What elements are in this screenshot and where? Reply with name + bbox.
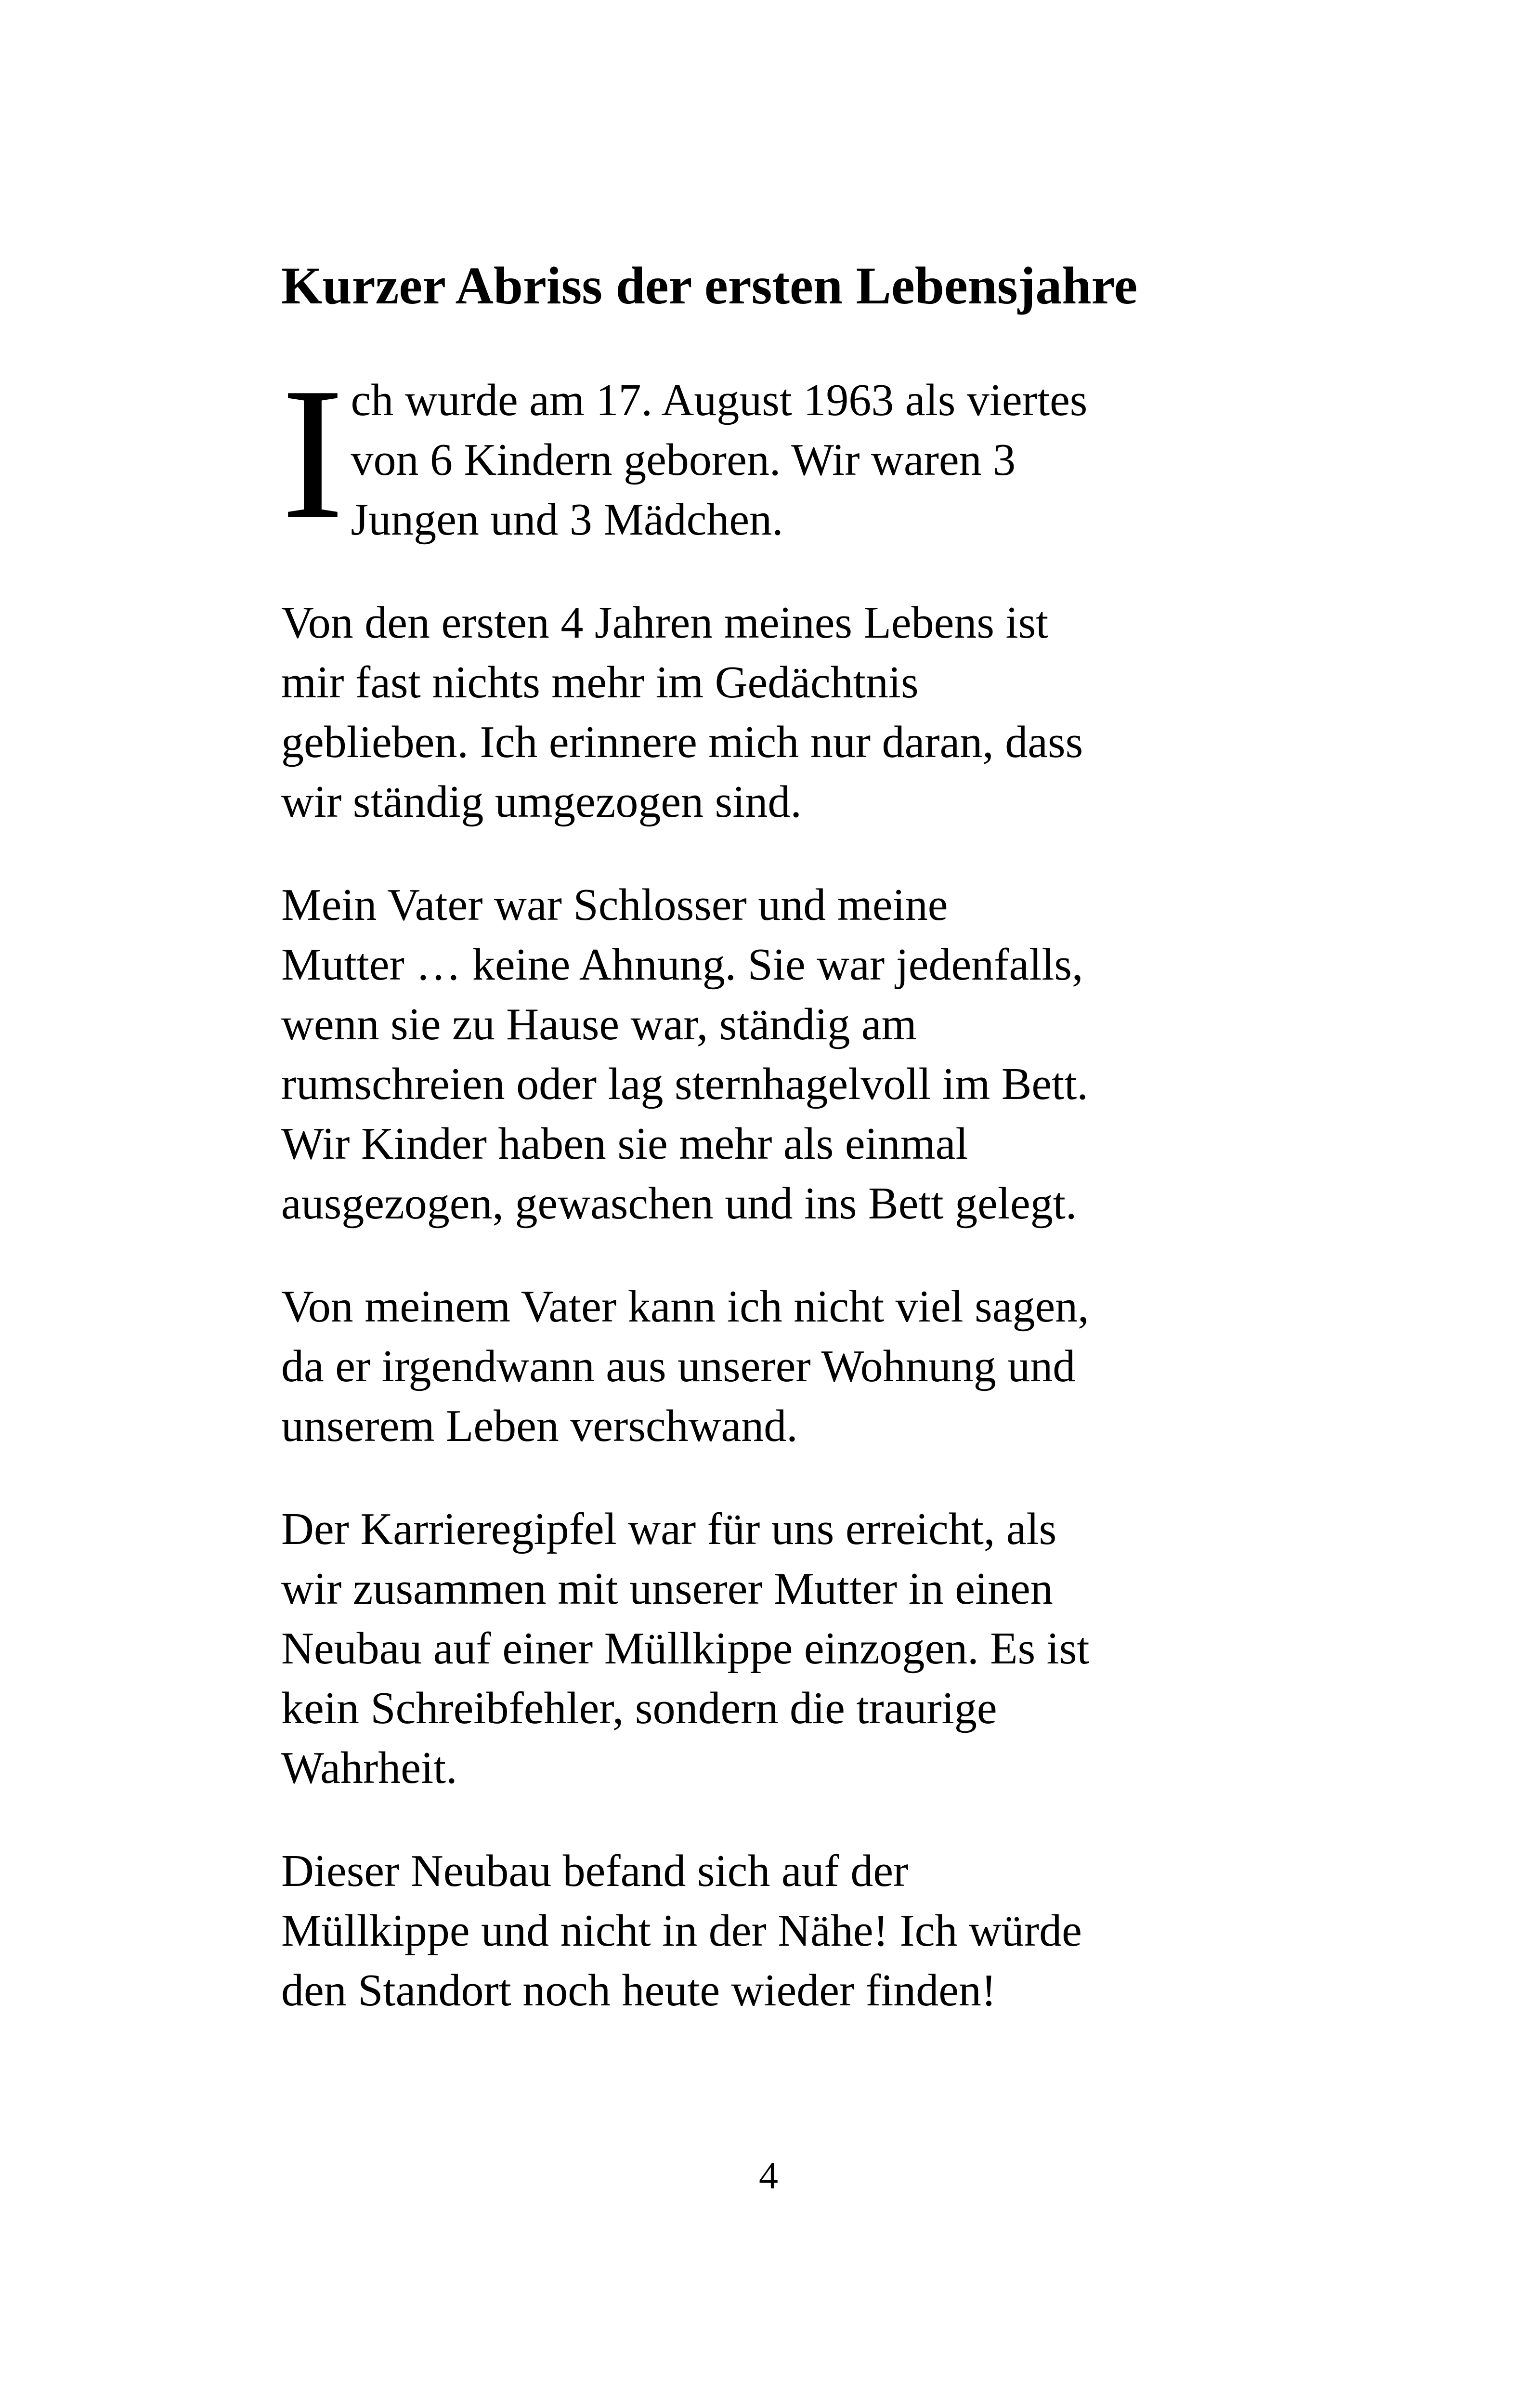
paragraph-neubau: Der Karrieregipfel war für uns erreicht, als wir zusammen mit unserer Mutter in einen Neubau auf einer Müllkippe einzogen. Es ist kein Schreibfehler, sondern die traurige Wahrheit. xyxy=(281,1504,1090,1793)
paragraph-muellkippe: Dieser Neubau befand sich auf der Müllkippe und nicht in der Nähe! Ich würde den Standort noch heute wieder finden! xyxy=(281,1845,1082,2015)
page-number: 4 xyxy=(759,2155,778,2197)
first-paragraph xyxy=(281,348,1273,558)
page-content xyxy=(281,255,1273,2064)
paragraph-father: Von meinem Vater kann ich nicht viel sagen, da er irgendwann aus unserer Wohnung und unserem Leben verschwand. xyxy=(281,1281,1089,1451)
drop-cap: I xyxy=(281,348,344,558)
paragraph-early-years: Von den ersten 4 Jahren meines Lebens ist mir fast nichts mehr im Gedächtnis geblieben. Ich erinnere mich nur daran, dass wir ständig umgezogen sind. xyxy=(281,597,1083,827)
chapter-title: Kurzer Abriss der ersten Lebensjahre xyxy=(281,256,1138,315)
paragraph-parents: Mein Vater war Schlosser und meine Mutter … keine Ahnung. Sie war jedenfalls, wenn sie zu Hause war, ständig am rumschreien oder lag sternhagelvoll im Bett. Wir Kinder haben sie mehr als einmal ausgezogen, gewaschen und ins Bett gelegt. xyxy=(281,879,1088,1229)
first-paragraph-text: ch wurde am 17. August 1963 als viertes von 6 Kindern geboren. Wir waren 3 Jungen und 3 Mädchen. xyxy=(351,375,1088,545)
